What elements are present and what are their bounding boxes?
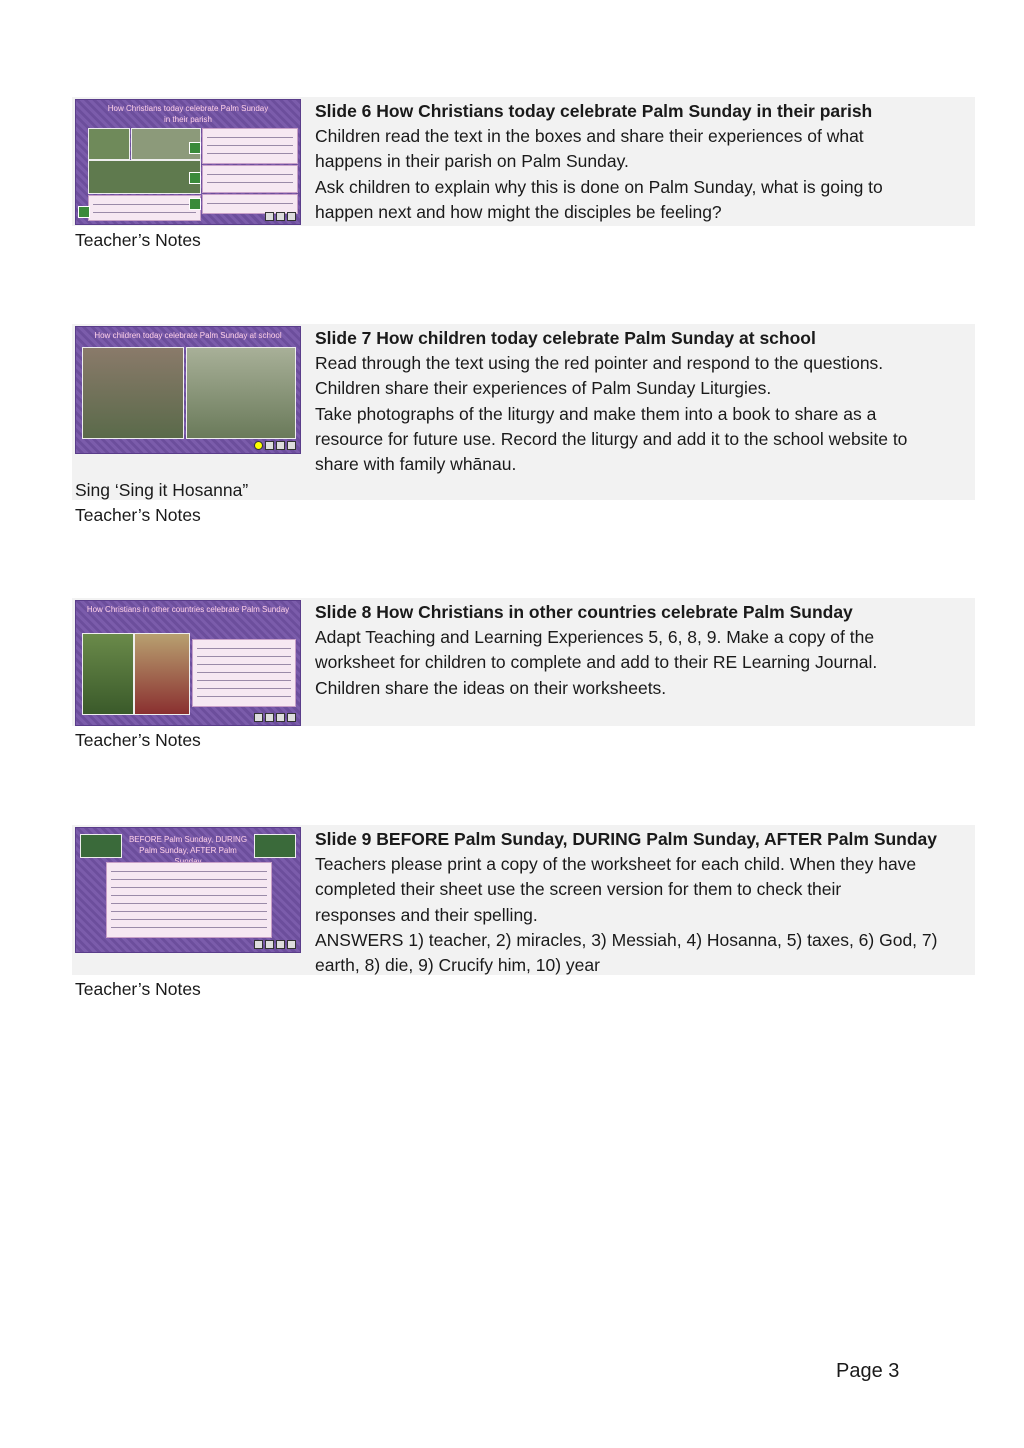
slide-7-block <box>72 324 975 528</box>
slide-9-row <box>72 825 975 975</box>
slide-6-line: happens in their parish on Palm Sunday. <box>315 151 629 172</box>
check-icon <box>189 198 201 210</box>
teachers-notes-label: Teacher’s Notes <box>75 730 201 750</box>
check-icon <box>189 142 201 154</box>
slide-8-line: worksheet for children to complete and add to their RE Learning Journal. <box>315 652 878 673</box>
slide-6-row <box>72 97 975 226</box>
slide-6-text <box>302 97 975 226</box>
slide-8-block <box>72 598 975 753</box>
parish-text-box-1 <box>88 195 201 221</box>
parish-text-box-2 <box>202 128 298 164</box>
slide-9-thumbnail <box>75 827 301 953</box>
palm-sign-right <box>254 834 296 858</box>
slide-7-thumbnail-cell <box>72 324 302 500</box>
teachers-notes-label: Teacher’s Notes <box>75 230 201 250</box>
slide-6-block <box>72 97 975 253</box>
slide-7-line: Take photographs of the liturgy and make them into a book to share as a <box>315 403 877 424</box>
slide-7-line: Read through the text using the red pointer and respond to the questions. <box>315 353 884 374</box>
slide-9-line: responses and their spelling. <box>315 904 538 925</box>
slide-9-notes <box>72 975 975 1002</box>
slide-7-thumbnail-title: How children today celebrate Palm Sunday at school <box>94 331 282 340</box>
school-photo-2 <box>186 347 296 439</box>
slide-9-text <box>302 825 975 975</box>
check-icon <box>189 172 201 184</box>
slide-8-text <box>302 598 975 726</box>
slide-9-thumbnail-cell <box>72 825 302 975</box>
parish-photo-3 <box>88 160 201 194</box>
slide-nav-icons <box>265 212 296 221</box>
slide-6-line: happen next and how might the disciples be feeling? <box>315 201 722 222</box>
slide-8-row <box>72 598 975 726</box>
slide-7-line: share with family whānau. <box>315 454 517 475</box>
check-icon <box>78 206 90 218</box>
slide-6-line: Children read the text in the boxes and share their experiences of what <box>315 126 864 147</box>
countries-photo-2 <box>134 633 190 715</box>
page-number: Page 3 <box>836 1360 900 1382</box>
palm-sign-left <box>80 834 122 858</box>
slide-9-heading: Slide 9 BEFORE Palm Sunday, DURING Palm Sunday, AFTER Palm Sunday <box>315 829 938 849</box>
slide-6-thumbnail <box>75 99 301 225</box>
slide-9-line: Teachers please print a copy of the worksheet for each child. When they have <box>315 854 917 875</box>
slide-6-notes <box>72 226 975 253</box>
slide-nav-icons <box>254 441 296 450</box>
slide-7-notes <box>72 478 975 528</box>
teachers-notes-label: Teacher’s Notes <box>75 979 201 999</box>
slide-7-text <box>302 324 975 500</box>
slide-6-line: Ask children to explain why this is done on Palm Sunday, what is going to <box>315 176 883 197</box>
slide-9-block <box>72 825 975 1002</box>
slide-8-thumbnail <box>75 600 301 726</box>
school-photo-1 <box>82 347 184 439</box>
slide-8-thumbnail-cell <box>72 598 302 726</box>
countries-photo-1 <box>82 633 134 715</box>
slide-9-line: completed their sheet use the screen version for them to check their <box>315 879 842 900</box>
teachers-notes-label: Teacher’s Notes <box>75 505 201 525</box>
slide-7-line: Children share their experiences of Palm Sunday Liturgies. <box>315 378 772 399</box>
slide-9-line: earth, 8) die, 9) Crucify him, 10) year <box>315 955 600 976</box>
slide-8-line: Adapt Teaching and Learning Experiences 5, 6, 8, 9. Make a copy of the <box>315 627 875 648</box>
slide-8-notes <box>72 726 975 753</box>
worksheet-box <box>192 639 296 707</box>
slide-7-thumbnail <box>75 326 301 454</box>
slide-9-thumbnail-title: BEFORE Palm Sunday, DURING Palm Sunday, AFTER Palm <box>128 835 248 855</box>
slide-6-thumbnail-cell <box>72 97 302 226</box>
worksheet-box <box>106 862 272 938</box>
slide-9-line: ANSWERS 1) teacher, 2) miracles, 3) Messiah, 4) Hosanna, 5) taxes, 6) God, 7) <box>315 929 938 950</box>
slide-6-thumbnail-title: How Christians today celebrate Palm Sunday in their parish <box>107 104 269 124</box>
slide-7-line: resource for future use. Record the liturgy and add it to the school website to <box>315 428 908 449</box>
song-note: Sing ‘Sing it Hosanna” <box>75 480 249 500</box>
slide-7-row <box>72 324 975 500</box>
slide-nav-icons <box>254 940 296 949</box>
slide-8-thumbnail-title: How Christians in other countries celebrate Palm Sunday <box>86 605 290 614</box>
parish-photo-1 <box>88 128 130 160</box>
slide-6-heading: Slide 6 How Christians today celebrate Palm Sunday in their parish <box>315 101 873 121</box>
slide-8-heading: Slide 8 How Christians in other countries celebrate Palm Sunday <box>315 602 853 622</box>
parish-text-box-3 <box>202 165 298 193</box>
parish-text-box-4 <box>202 194 298 214</box>
slide-8-line: Children share the ideas on their worksheets. <box>315 677 667 698</box>
slide-nav-icons <box>254 713 296 722</box>
slide-7-heading: Slide 7 How children today celebrate Palm Sunday at school <box>315 328 816 348</box>
